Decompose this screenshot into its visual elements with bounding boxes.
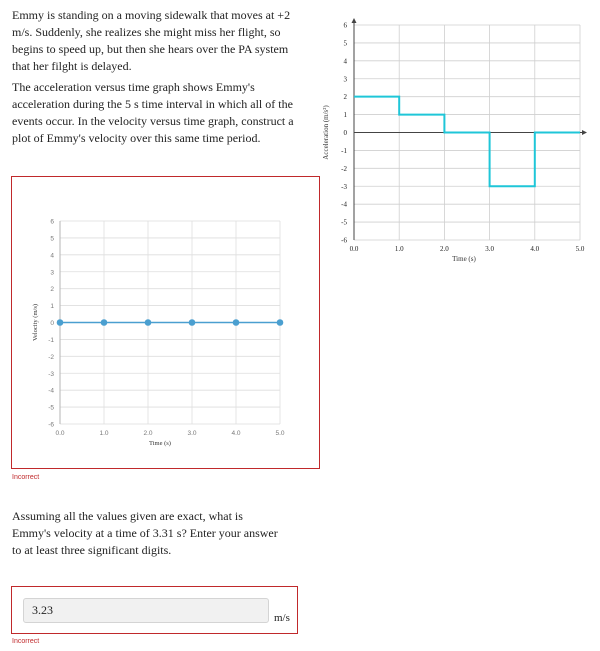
y-tick-label: 6	[343, 21, 347, 30]
y-tick-label: 3	[50, 269, 54, 277]
x-tick-label: 1.0	[99, 430, 109, 437]
problem-paragraph-1: Emmy is standing on a moving sidewalk that moves at +2 m/s. Suddenly, she realizes she might miss her flight, so begins to speed up, but then she hears over the PA system that her filght is delayed.	[12, 8, 291, 73]
data-point	[233, 319, 240, 326]
y-tick-label: 2	[343, 93, 347, 102]
y-tick-label: 3	[343, 75, 347, 84]
x-tick-label: 3.0	[187, 430, 197, 437]
x-tick-label: 3.0	[485, 245, 494, 253]
y-tick-label: 1	[50, 303, 54, 311]
velocity-answer-input[interactable]	[23, 598, 269, 623]
y-tick-label: 4	[343, 57, 347, 66]
x-tick-label: 4.0	[530, 245, 540, 253]
y-axis-arrow	[352, 18, 357, 23]
velocity-graph-panel[interactable]	[11, 176, 320, 469]
x-tick-label: 4.0	[231, 430, 241, 437]
x-tick-label: 2.0	[143, 430, 153, 437]
y-tick-label: -3	[48, 370, 54, 378]
y-tick-label: 6	[50, 218, 54, 226]
data-line-series	[354, 97, 580, 187]
answer-unit: m/s	[274, 612, 290, 624]
y-axis-label: Acceleration (m/s²)	[322, 105, 330, 160]
y-tick-label: 1	[343, 111, 347, 120]
answer-status-incorrect: Incorrect	[12, 638, 40, 645]
x-axis-arrow	[582, 130, 587, 135]
y-tick-label: 0	[343, 129, 347, 137]
data-point	[101, 319, 108, 326]
y-tick-label: -4	[48, 387, 54, 395]
velocity-time-graph[interactable]	[12, 177, 318, 467]
x-tick-label: 2.0	[440, 245, 449, 253]
y-tick-label: -4	[341, 200, 347, 209]
y-tick-label: -1	[341, 146, 347, 155]
x-tick-label: 5.0	[275, 430, 285, 437]
question-text: Assuming all the values given are exact, what is Emmy's velocity at a time of 3.31 s? Enter your answer to at least three significant digits.	[12, 509, 278, 557]
data-point	[57, 319, 64, 326]
y-tick-label: -1	[48, 336, 54, 344]
y-tick-label: -3	[341, 182, 347, 191]
x-axis-label: Time (s)	[452, 255, 476, 263]
y-tick-label: -5	[48, 404, 54, 412]
data-point	[277, 319, 284, 326]
x-tick-label: 5.0	[575, 245, 585, 253]
acceleration-time-graph	[318, 18, 600, 278]
y-tick-label: -2	[48, 353, 54, 361]
y-tick-label: -6	[48, 421, 54, 429]
y-tick-label: -5	[341, 218, 347, 227]
y-tick-label: 5	[50, 235, 54, 243]
y-axis-label: Velocity (m/s)	[32, 303, 39, 342]
y-tick-label: -6	[341, 236, 347, 245]
y-tick-label: -2	[341, 164, 347, 173]
y-tick-label: 4	[50, 252, 54, 260]
y-tick-label: 5	[343, 39, 347, 48]
x-tick-label: 0.0	[349, 245, 359, 253]
graph-status-incorrect: Incorrect	[12, 474, 40, 481]
data-point	[145, 319, 152, 326]
y-tick-label: 2	[50, 286, 54, 294]
problem-paragraph-2: The acceleration versus time graph shows Emmy's acceleration during the 5 s time interval in which all of the events occur. In the velocity versus time graph, construct a plot of Emmy's velocity over this same time period.	[12, 80, 294, 145]
data-point	[189, 319, 196, 326]
y-tick-label: 0	[50, 320, 54, 327]
answer-panel	[11, 586, 298, 634]
x-tick-label: 0.0	[55, 430, 65, 437]
x-axis-label: Time (s)	[149, 440, 171, 447]
x-tick-label: 1.0	[394, 245, 404, 253]
